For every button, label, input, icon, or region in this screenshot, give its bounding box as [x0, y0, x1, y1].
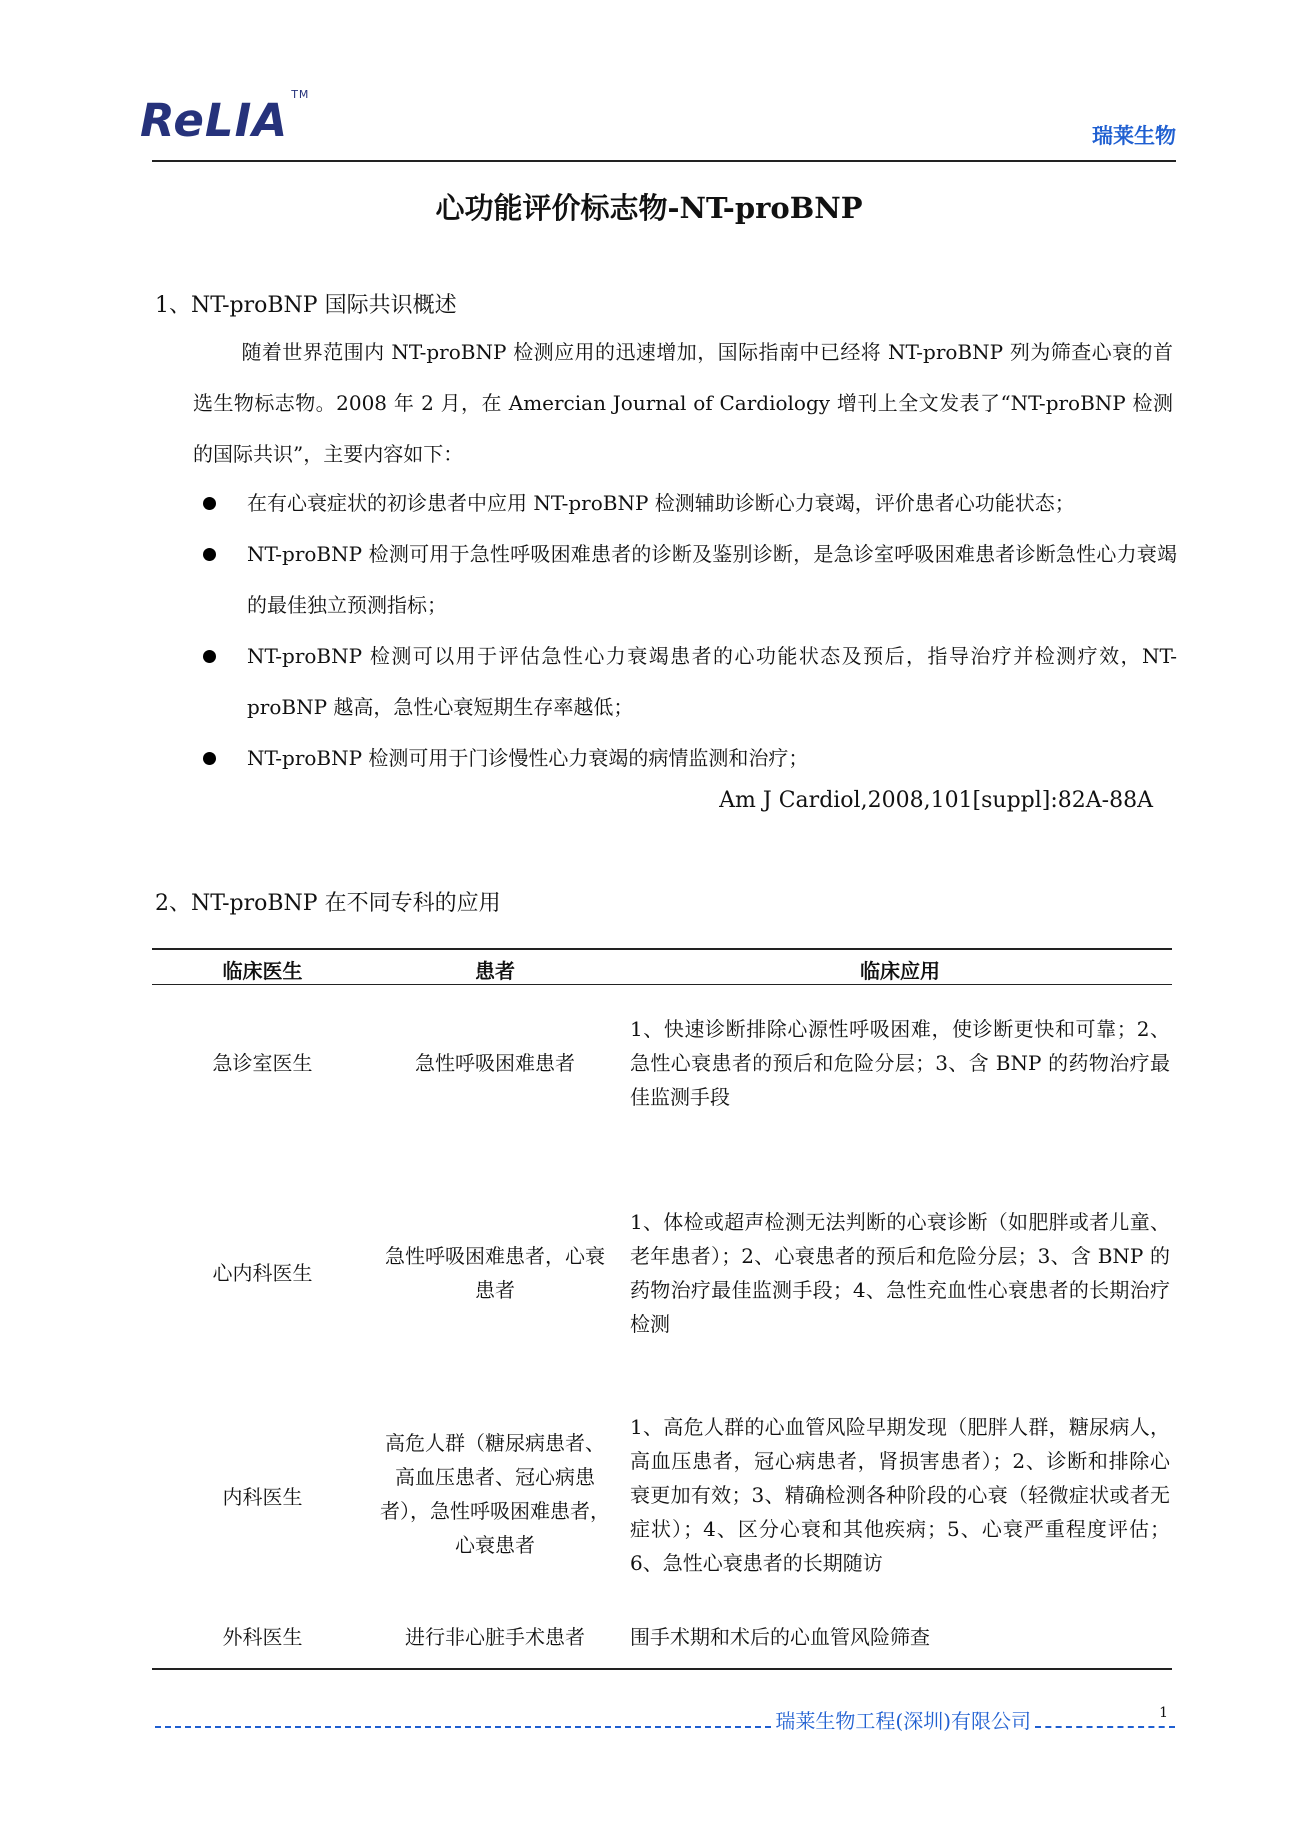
table-cell-doctor: 急诊室医生	[212, 1051, 313, 1075]
table-cell-patient: 急性呼吸困难患者，心衰患者	[385, 1244, 605, 1302]
table-header-rule	[152, 984, 1172, 985]
table-cell-doctor: 内科医生	[222, 1485, 303, 1509]
bullet-dot-icon	[203, 497, 216, 510]
footer	[155, 1710, 1175, 1734]
document-title: 心功能评价标志物-NT-proBNP	[435, 191, 863, 225]
bullet-item: NT-proBNP 检测可以用于评估急性心力衰竭患者的心功能状态及预后，指导治疗并检测疗效，NT-proBNP 越高，急性心衰短期生存率越低；	[197, 631, 1177, 733]
section1-intro: 随着世界范围内 NT-proBNP 检测应用的迅速增加，国际指南中已经将 NT-proBNP 列为筛查心衰的首选生物标志物。2008 年 2 月，在 Amercian Journal of Cardiology 增刊上全文发表了“NT-proBNP 检测的国际共识”，主要内容如下：	[193, 340, 1173, 466]
bullet-item: NT-proBNP 检测可用于门诊慢性心力衰竭的病情监测和治疗；	[197, 733, 1177, 784]
section1-heading: 1、NT-proBNP 国际共识概述	[155, 293, 457, 318]
table-cell-patient: 急性呼吸困难患者	[415, 1051, 575, 1075]
footer-dash-right	[1035, 1726, 1175, 1728]
bullet-item: 在有心衰症状的初诊患者中应用 NT-proBNP 检测辅助诊断心力衰竭，评价患者心功能状态；	[197, 478, 1177, 529]
table-header-application: 临床应用	[860, 959, 940, 983]
bullet-item: NT-proBNP 检测可用于急性呼吸困难患者的诊断及鉴别诊断，是急诊室呼吸困难患者诊断急性心力衰竭的最佳独立预测指标；	[197, 529, 1177, 631]
section2-heading: 2、NT-proBNP 在不同专科的应用	[155, 891, 501, 916]
page-number: 1	[1159, 1705, 1168, 1721]
table-bottom-rule	[152, 1668, 1172, 1670]
bullet-dot-icon	[203, 650, 216, 663]
brand-name: 瑞莱生物	[1092, 124, 1176, 148]
footer-dash-left	[155, 1726, 771, 1728]
header-divider	[152, 160, 1176, 162]
table-cell-doctor: 心内科医生	[212, 1261, 313, 1285]
footer-company: 瑞莱生物工程(深圳)有限公司	[775, 1709, 1031, 1733]
bullet-dot-icon	[203, 752, 216, 765]
table-cell-application: 围手术期和术后的心血管风险筛查	[630, 1625, 930, 1649]
table-cell-application: 1、高危人群的心血管风险早期发现（肥胖人群，糖尿病人，高血压患者，冠心病患者，肾损害患者）；2、诊断和排除心衰更加有效；3、精确检测各种阶段的心衰（轻微症状或者无症状）；4、区分心衰和其他疾病；5、心衰严重程度评估；6、急性心衰患者的长期随访	[630, 1415, 1170, 1575]
table-cell-application: 1、快速诊断排除心源性呼吸困难，使诊断更快和可靠；2、急性心衰患者的预后和危险分层；3、含 BNP 的药物治疗最佳监测手段	[630, 1017, 1170, 1109]
table-header-patient: 患者	[475, 959, 515, 983]
bullet-dot-icon	[203, 548, 216, 561]
relia-logo: ReLIA ™	[140, 88, 310, 147]
table-top-rule	[152, 948, 1172, 950]
table-header-doctor: 临床医生	[222, 959, 303, 983]
citation: Am J Cardiol,2008,101[suppl]:82A-88A	[719, 788, 1153, 813]
table-cell-doctor: 外科医生	[222, 1625, 303, 1649]
table-cell-patient: 高危人群（糖尿病患者、高血压患者、冠心病患者），急性呼吸困难患者，心衰患者	[380, 1431, 610, 1557]
table-cell-patient: 进行非心脏手术患者	[405, 1625, 585, 1649]
table-cell-application: 1、体检或超声检测无法判断的心衰诊断（如肥胖或者儿童、老年患者）；2、心衰患者的预后和危险分层；3、含 BNP 的药物治疗最佳监测手段；4、急性充血性心衰患者的长期治疗检测	[630, 1210, 1170, 1336]
